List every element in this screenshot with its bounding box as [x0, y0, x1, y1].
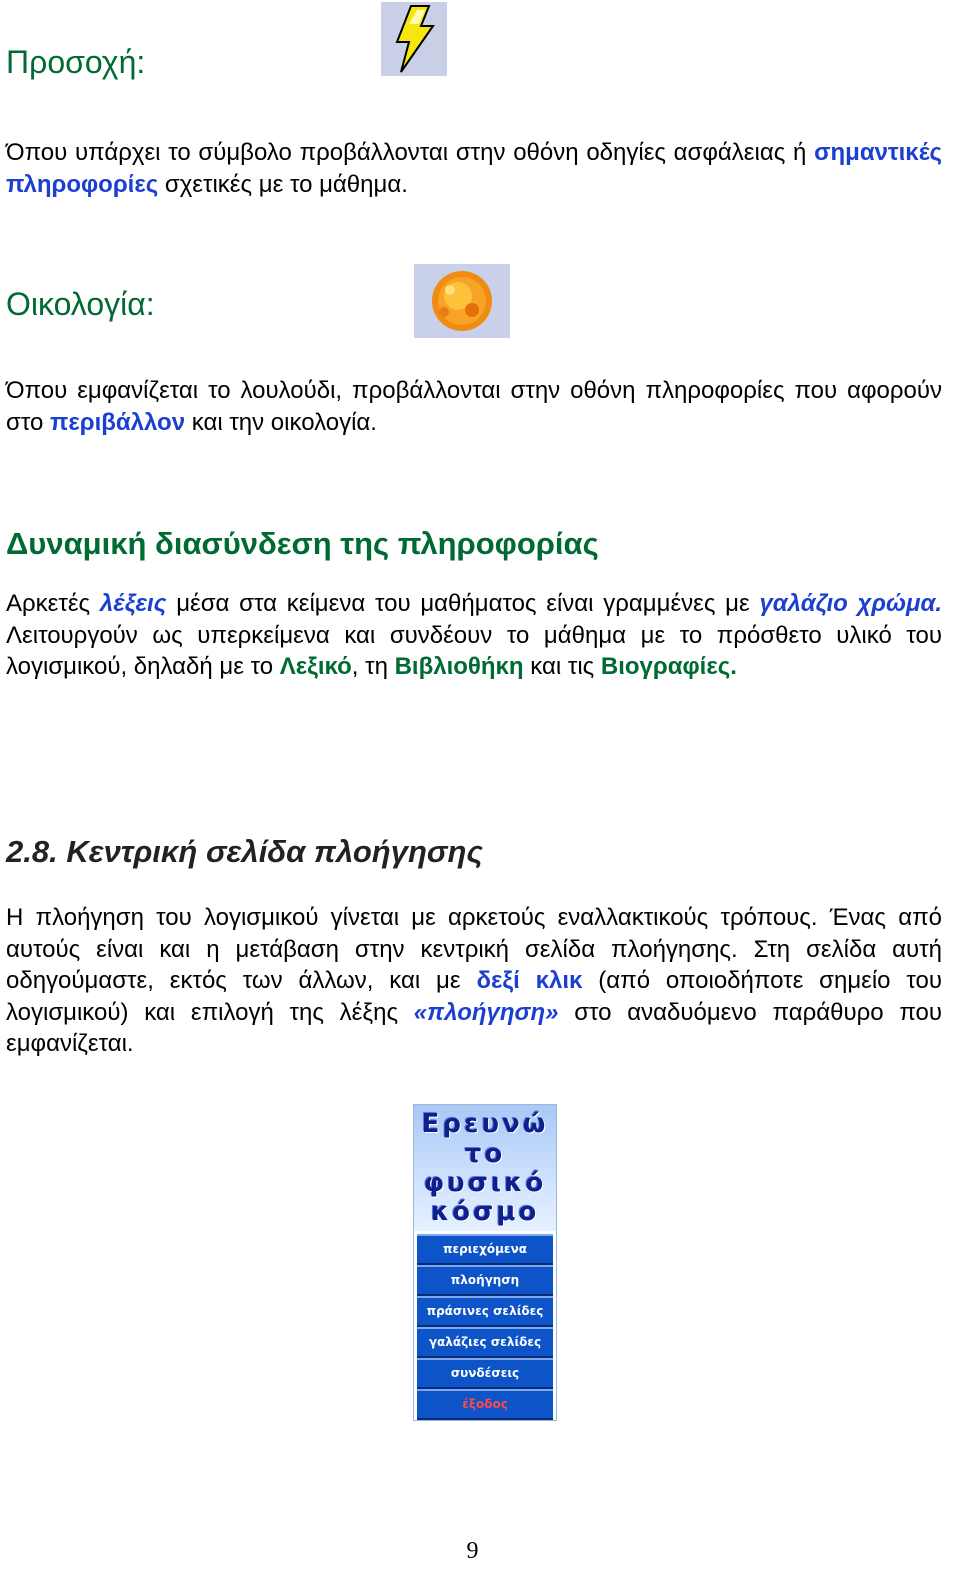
linking-heading: Δυναμική διασύνδεση της πληροφορίας: [6, 526, 599, 561]
section-paragraph: Η πλοήγηση του λογισμικού γίνεται με αρκετούς εναλλακτικούς τρόπους. Ένας από αυτούς είναι και η μετάβαση στην κεντρική σελίδα πλοήγησης. Στη σελίδα αυτή οδηγούμαστε, εκτός των άλλων, και με δεξί κλικ (από οποιοδήποτε σημείο του λογισμικού) και επιλογή της λέξης «πλοήγηση» στο αναδυόμενο παράθυρο που εμφανίζεται.: [6, 904, 943, 1057]
section-title: Κεντρική σελίδα πλοήγησης: [66, 834, 483, 869]
important-info-highlight: σημαντικές πληροφορίες: [6, 139, 942, 198]
right-click-highlight: δεξί κλικ: [476, 967, 583, 994]
caution-heading: Προσοχή:: [6, 44, 146, 80]
navigation-menu-screenshot: [413, 1104, 557, 1421]
section-number: 2.8.: [6, 834, 58, 869]
ecology-heading: Οικολογία:: [6, 286, 155, 322]
nav-title-line: φυσικό: [423, 1168, 547, 1198]
environment-highlight: περιβάλλον: [49, 408, 186, 436]
nav-menu-title: [414, 1105, 556, 1231]
ecology-paragraph: Όπου εμφανίζεται το λουλούδι, προβάλλονται στην οθόνη πληροφορίες που αφορούν στο περιβάλλον και την οικολογία.: [6, 377, 942, 436]
nav-title-line: κόσμο: [430, 1197, 540, 1227]
blue-pages-button[interactable]: γαλάζιες σελίδες: [417, 1327, 553, 1358]
words-highlight: λέξεις: [99, 590, 167, 617]
lightning-bolt-icon: [381, 2, 447, 76]
page-number: 9: [466, 1538, 479, 1564]
contents-button[interactable]: περιεχόμενα: [417, 1234, 553, 1265]
linking-paragraph: Αρκετές λέξεις μέσα στα κείμενα του μαθήματος είναι γραμμένες με γαλάζιο χρώμα. Λειτουργούν ως υπερκείμενα και συνδέουν το μάθημα με το πρόσθετο υλικό του λογισμικού, δηλαδή με το Λεξικό, τη Βιβλιοθήκη και τις Βιογραφίες.: [6, 590, 942, 680]
exit-button[interactable]: έξοδος: [417, 1389, 553, 1420]
nav-title-line: το: [464, 1139, 506, 1169]
flower-icon: [414, 264, 510, 338]
nav-title-line: Ερευνώ: [421, 1109, 549, 1139]
caution-paragraph: Όπου υπάρχει το σύμβολο προβάλλονται στην οθόνη οδηγίες ασφάλειας ή σημαντικές πληροφορίες σχετικές με το μάθημα.: [6, 139, 942, 198]
navigation-button[interactable]: πλοήγηση: [417, 1265, 553, 1296]
dictionary-highlight: Λεξικό: [279, 653, 352, 680]
section-heading: [6, 834, 483, 870]
links-button[interactable]: συνδέσεις: [417, 1358, 553, 1389]
blue-color-highlight: γαλάζιο χρώμα.: [759, 590, 942, 617]
library-highlight: Βιβλιοθήκη: [394, 653, 524, 680]
green-pages-button[interactable]: πράσινες σελίδες: [417, 1296, 553, 1327]
navigation-word-highlight: «πλοήγηση»: [413, 998, 559, 1026]
biographies-highlight: Βιογραφίες.: [600, 653, 737, 680]
